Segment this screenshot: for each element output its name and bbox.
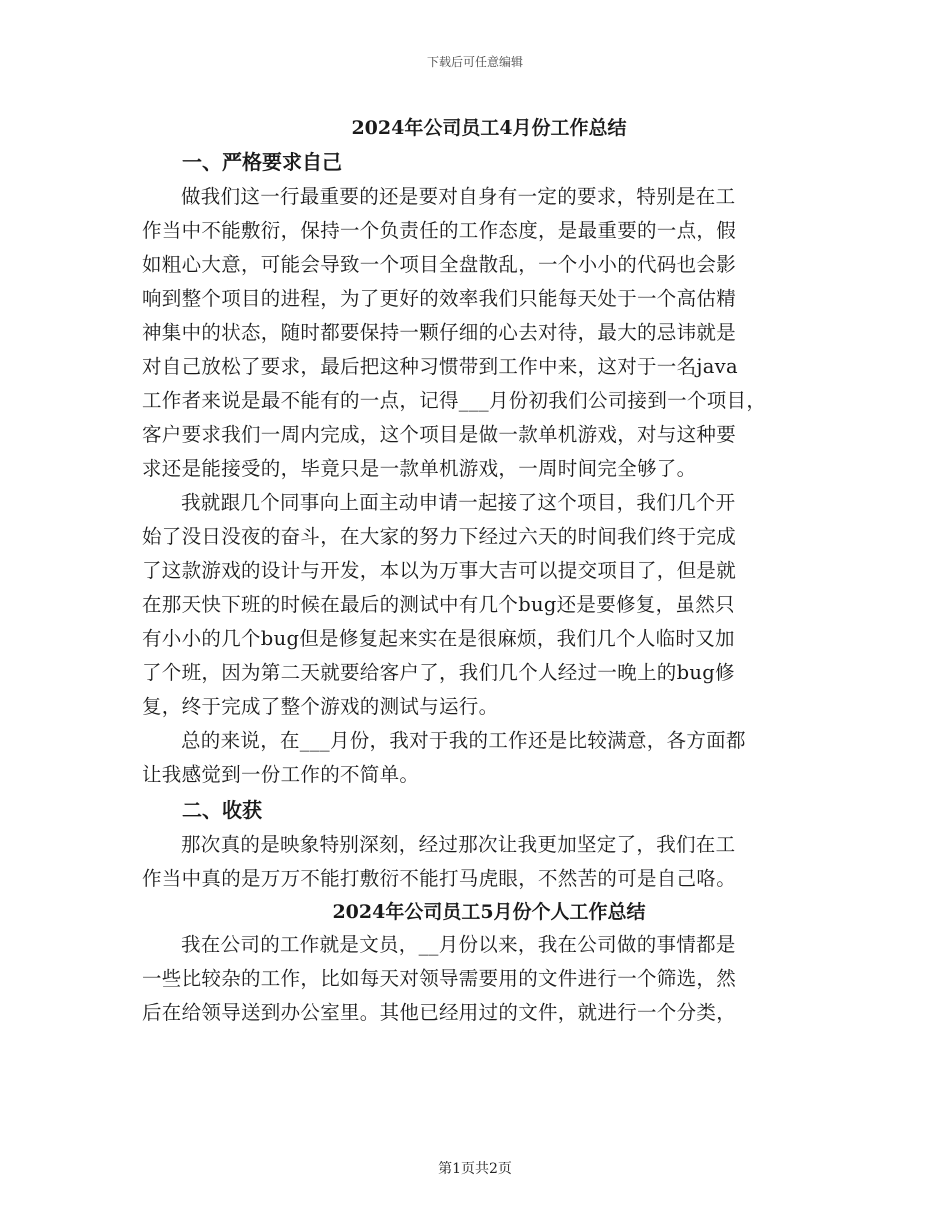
paragraph-line: 让我感觉到一份工作的不简单。 [142, 763, 420, 786]
document-body [142, 112, 814, 1030]
paragraph-line: 求还是能接受的，毕竟只是一款单机游戏，一周时间完全够了。 [142, 457, 697, 480]
paragraph-line: 做我们这一行最重要的还是要对自身有一定的要求，特别是在工 [181, 185, 736, 208]
paragraph-line: 作当中真的是万万不能打敷衍不能打马虎眼，不然苦的可是自己咯。 [142, 867, 737, 890]
page-footer-number: 第1页共2页 [438, 1161, 512, 1177]
paragraph-line: 如粗心大意，可能会导致一个项目全盘散乱，一个小小的代码也会影 [142, 253, 737, 276]
paragraph-line: 那次真的是映象特别深刻，经过那次让我更加坚定了，我们在工 [181, 833, 736, 856]
section-heading-1: 一、严格要求自己 [182, 150, 342, 174]
paragraph-line: 有小小的几个bug但是修复起来实在是很麻烦，我们几个人临时又加 [142, 627, 735, 650]
paragraph-line: 神集中的状态，随时都要保持一颗仔细的心去对待，最大的忌讳就是 [142, 321, 737, 344]
paragraph-line: 一些比较杂的工作，比如每天对领导需要用的文件进行一个筛选，然 [142, 967, 737, 990]
paragraph-line: 响到整个项目的进程，为了更好的效率我们只能每天处于一个高估精 [142, 287, 737, 310]
paragraph-1 [142, 180, 814, 486]
paragraph-3 [142, 724, 814, 792]
paragraph-line: 工作者来说是最不能有的一点，记得___月份初我们公司接到一个项目， [142, 389, 767, 412]
paragraph-line: 我在公司的工作就是文员，__月份以来，我在公司做的事情都是 [181, 933, 736, 956]
paragraph-2 [142, 486, 814, 724]
paragraph-line: 了个班，因为第二天就要给客户了，我们几个人经过一晚上的bug修 [142, 661, 735, 684]
document-title-2: 2024年公司员工5月份个人工作总结 [332, 901, 646, 923]
paragraph-line: 对自己放松了要求，最后把这种习惯带到工作中来，这对于一名java [142, 355, 738, 378]
paragraph-4 [142, 828, 814, 896]
paragraph-line: 总的来说，在___月份，我对于我的工作还是比较满意，各方面都 [181, 729, 746, 752]
paragraph-5 [142, 928, 814, 1030]
section-heading-2: 二、收获 [182, 798, 262, 822]
paragraph-line: 我就跟几个同事向上面主动申请一起接了这个项目，我们几个开 [181, 491, 736, 514]
paragraph-line: 作当中不能敷衍，保持一个负责任的工作态度，是最重要的一点，假 [142, 219, 737, 242]
paragraph-line: 客户要求我们一周内完成，这个项目是做一款单机游戏，对与这种要 [142, 423, 737, 446]
document-title: 2024年公司员工4月份工作总结 [351, 117, 627, 139]
paragraph-line: 后在给领导送到办公室里。其他已经用过的文件，就进行一个分类， [142, 1001, 737, 1024]
paragraph-line: 在那天快下班的时候在最后的测试中有几个bug还是要修复，虽然只 [142, 593, 735, 616]
paragraph-line: 复，终于完成了整个游戏的测试与运行。 [142, 695, 499, 718]
paragraph-line: 始了没日没夜的奋斗，在大家的努力下经过六天的时间我们终于完成 [142, 525, 737, 548]
page-header-note: 下载后可任意编辑 [426, 55, 523, 69]
paragraph-line: 了这款游戏的设计与开发，本以为万事大吉可以提交项目了，但是就 [142, 559, 737, 582]
